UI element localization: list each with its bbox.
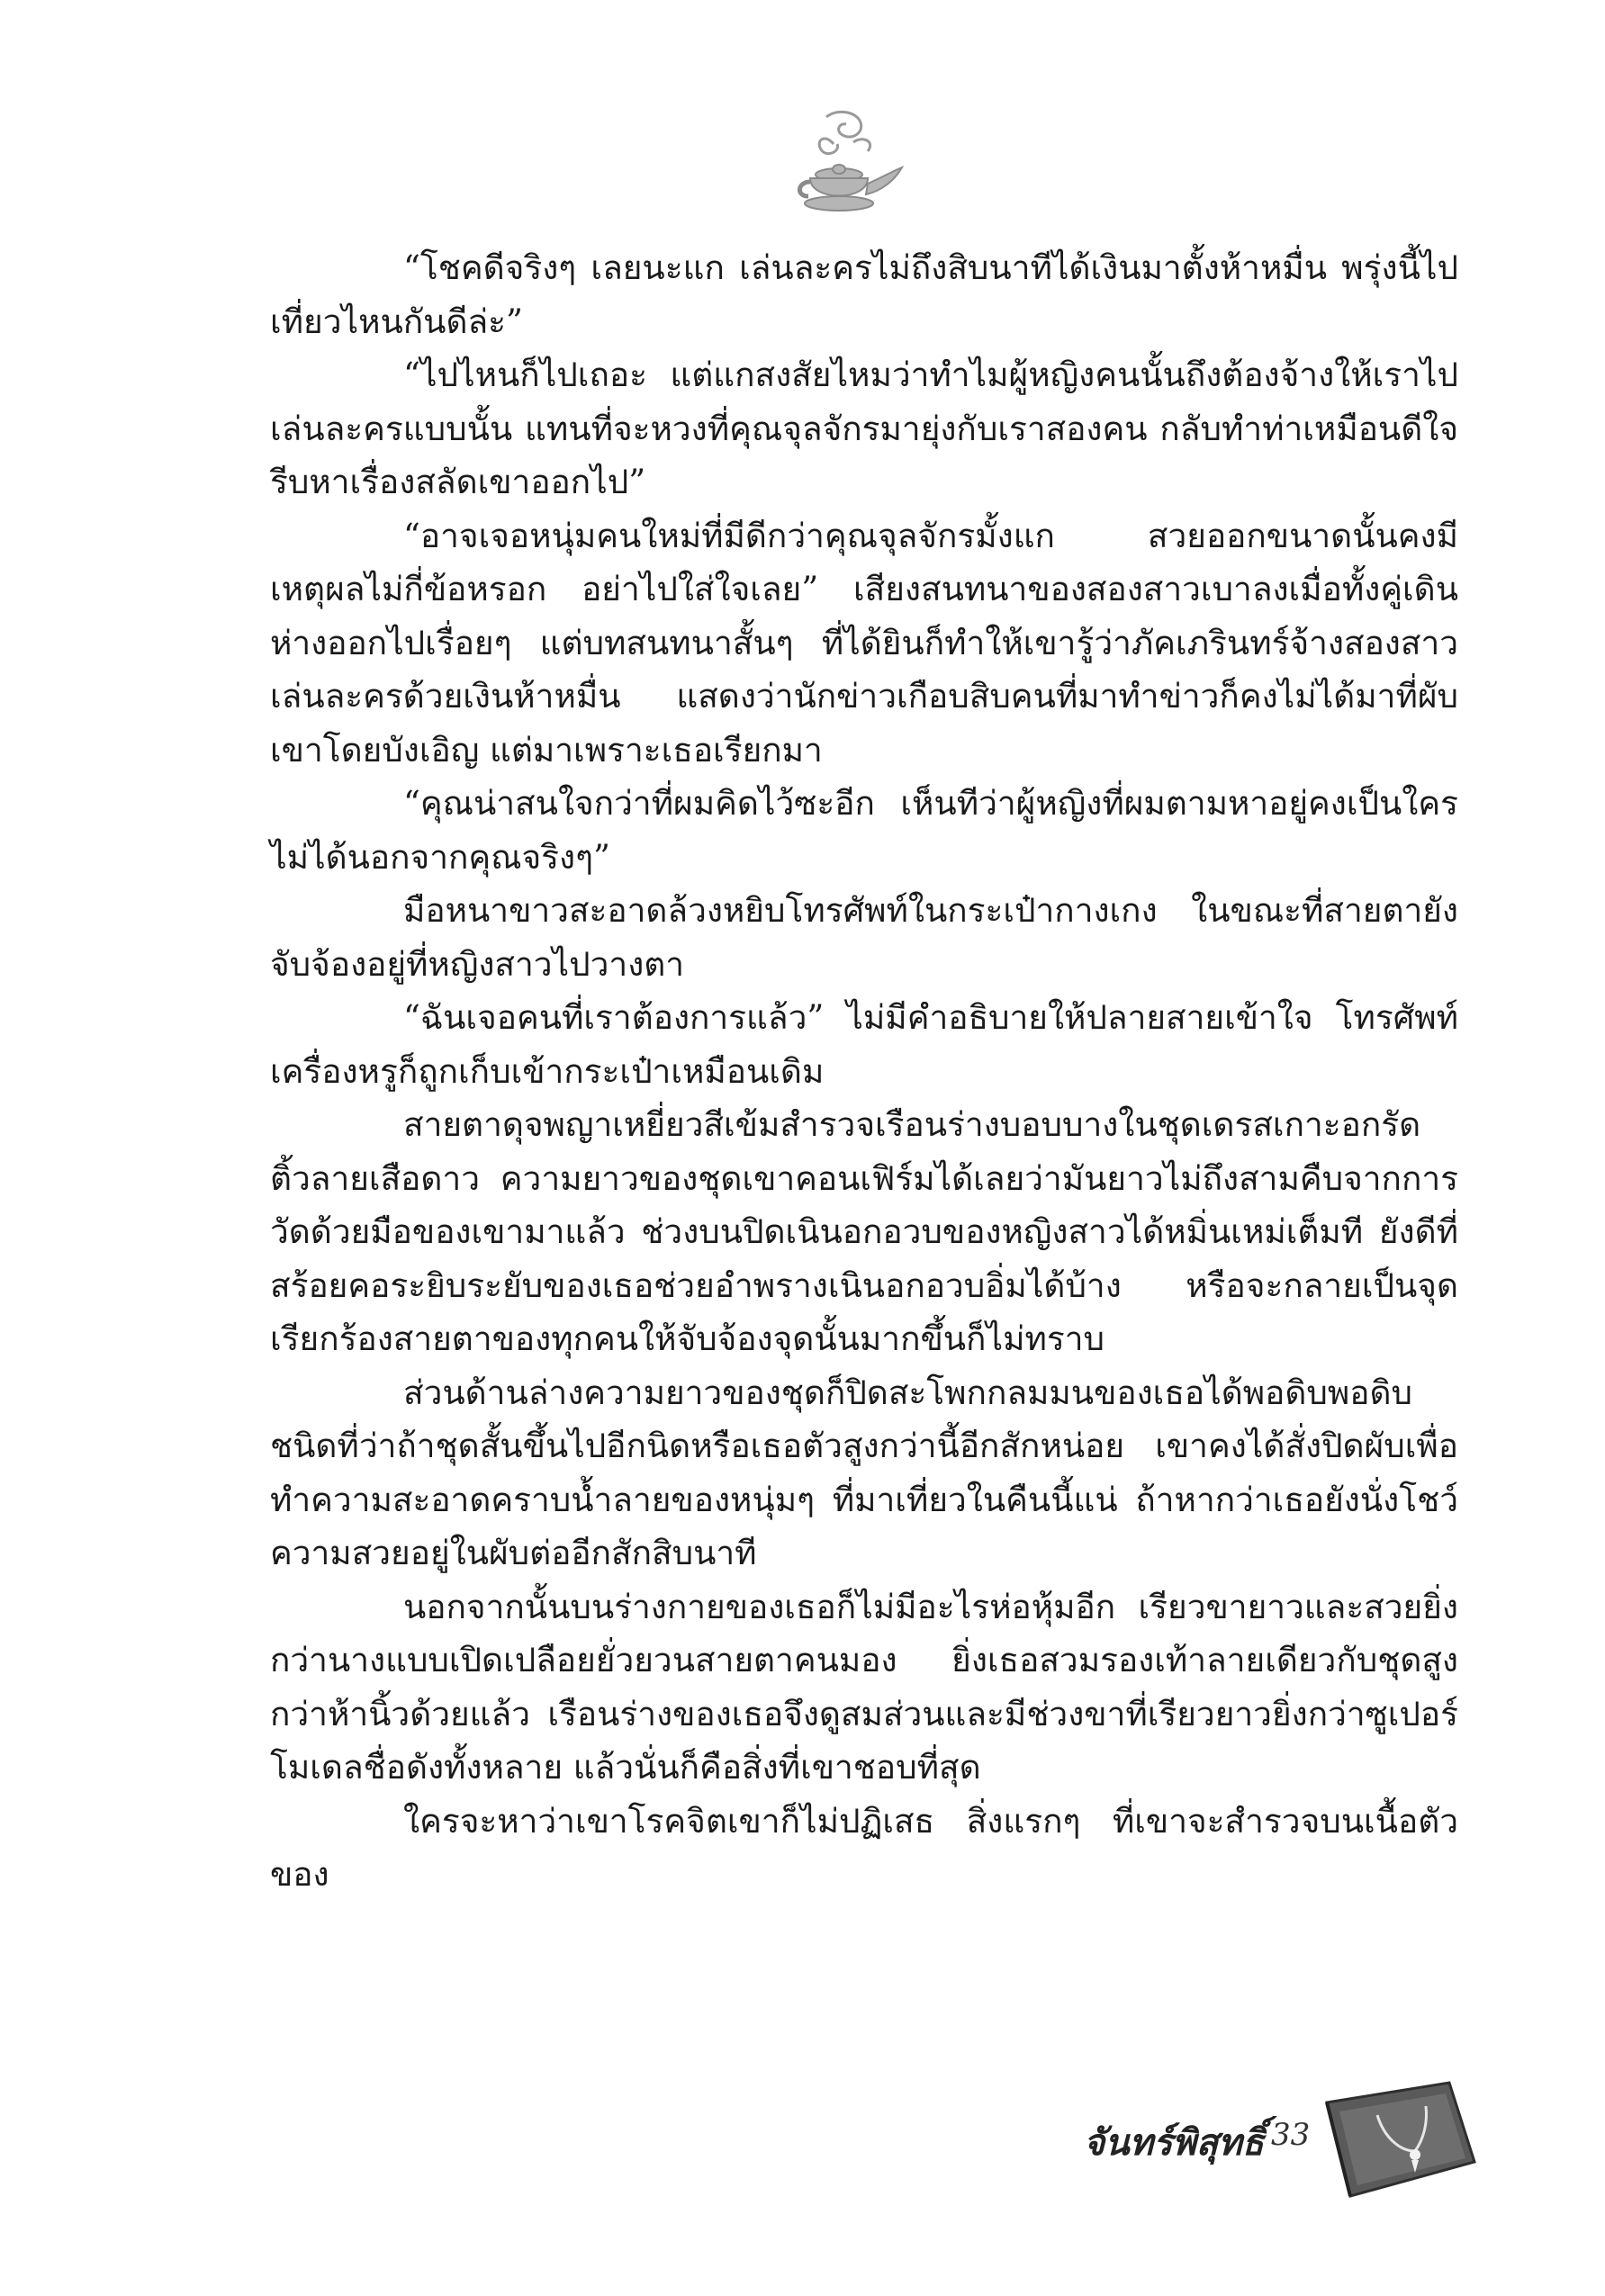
page-number: 33: [1271, 2117, 1311, 2153]
jewelry-box-icon: [1314, 2075, 1485, 2201]
body-paragraph: สายตาดุจพญาเหยี่ยวสีเข้มสำรวจเรือนร่างบอบบางในชุดเดรสเกาะอกรัดติ้วลายเสือดาว ความยาวของชุดเขาคอนเฟิร์มได้เลยว่ามันยาวไม่ถึงสามคืบจากการวัดด้วยมือของเขามาแล้ว ช่วงบนปิดเนินอกอวบของหญิงสาวได้หมิ่นเหม่เต็มที ยังดีที่สร้อยคอระยิบระยับของเธอช่วยอำพรางเนินอกอวบอิ่มได้บ้าง หรือจะกลายเป็นจุดเรียกร้องสายตาของทุกคนให้จับจ้องจุดนั้นมากขึ้นก็ไม่ทราบ: [270, 1105, 1458, 1358]
body-paragraph: “คุณน่าสนใจกว่าที่ผมคิดไว้ซะอีก เห็นทีว่าผู้หญิงที่ผมตามหาอยู่คงเป็นใครไม่ได้นอกจากคุณจริงๆ”: [270, 784, 1458, 877]
page-footer: [990, 2070, 1494, 2205]
body-paragraph: “อาจเจอหนุ่มคนใหม่ที่มีดีกว่าคุณจุลจักรมั้งแก สวยออกขนาดนั้นคงมีเหตุผลไม่กี่ข้อหรอก อย่าไปใส่ใจเลย” เสียงสนทนาของสองสาวเบาลงเมื่อทั้งคู่เดินห่างออกไปเรื่อยๆ แต่บทสนทนาสั้นๆ ที่ได้ยินก็ทำให้เขารู้ว่าภัคเภรินทร์จ้างสองสาวเล่นละครด้วยเงินห้าหมื่น แสดงว่านักข่าวเกือบสิบคนที่มาทำข่าวก็คงไม่ได้มาที่ผับเขาโดยบังเอิญ แต่มาเพราะเธอเรียกมา: [270, 516, 1458, 770]
body-paragraph: นอกจากนั้นบนร่างกายของเธอก็ไม่มีอะไรห่อหุ้มอีก เรียวขายาวและสวยยิ่งกว่านางแบบเปิดเปลือยยั่วยวนสายตาคนมอง ยิ่งเธอสวมรองเท้าลายเดียวกับชุดสูงกว่าห้านิ้วด้วยแล้ว เรือนร่างของเธอจึงดูสมส่วนและมีช่วงขาที่เรียวยาวยิ่งกว่าซูเปอร์โมเดลชื่อดังทั้งหลาย แล้วนั่นก็คือสิ่งที่เขาชอบที่สุด: [270, 1587, 1458, 1787]
body-paragraph: ส่วนด้านล่างความยาวของชุดก็ปิดสะโพกกลมมนของเธอได้พอดิบพอดิบ ชนิดที่ว่าถ้าชุดสั้นขึ้นไปอีกนิดหรือเธอตัวสูงกว่านี้อีกสักหน่อย เขาคงได้สั่งปิดผับเพื่อทำความสะอาดคราบน้ำลายของหนุ่มๆ ที่มาเที่ยวในคืนนี้แน่ ถ้าหากว่าเธอยังนั่งโชว์ความสวยอยู่ในผับต่ออีกสักสิบนาที: [270, 1373, 1458, 1572]
book-title: จันทร์พิสุทธิ์: [1083, 2122, 1264, 2164]
teapot-ornament-icon: [774, 108, 909, 225]
body-paragraph: “โชคดีจริงๆ เลยนะแก เล่นละครไม่ถึงสิบนาทีได้เงินมาตั้งห้าหมื่น พรุ่งนี้ไปเที่ยวไหนกันดีล่ะ”: [270, 248, 1458, 341]
body-paragraph: “ไปไหนก็ไปเถอะ แต่แกสงสัยไหมว่าทำไมผู้หญิงคนนั้นถึงต้องจ้างให้เราไปเล่นละครแบบนั้น แทนที่จะหวงที่คุณจุลจักรมายุ่งกับเราสองคน กลับทำท่าเหมือนดีใจรีบหาเรื่องสลัดเขาออกไป”: [270, 356, 1458, 501]
body-text: [270, 241, 1458, 1902]
body-paragraph: ใครจะหาว่าเขาโรคจิตเขาก็ไม่ปฏิเสธ สิ่งแรกๆ ที่เขาจะสำรวจบนเนื้อตัวของ: [270, 1801, 1458, 1894]
body-paragraph: “ฉันเจอคนที่เราต้องการแล้ว” ไม่มีคำอธิบายให้ปลายสายเข้าใจ โทรศัพท์เครื่องหรูก็ถูกเก็บเข้ากระเป๋าเหมือนเดิม: [270, 998, 1458, 1091]
body-paragraph: มือหนาขาวสะอาดล้วงหยิบโทรศัพท์ในกระเป๋ากางเกง ในขณะที่สายตายังจับจ้องอยู่ที่หญิงสาวไปวางตา: [270, 891, 1458, 984]
